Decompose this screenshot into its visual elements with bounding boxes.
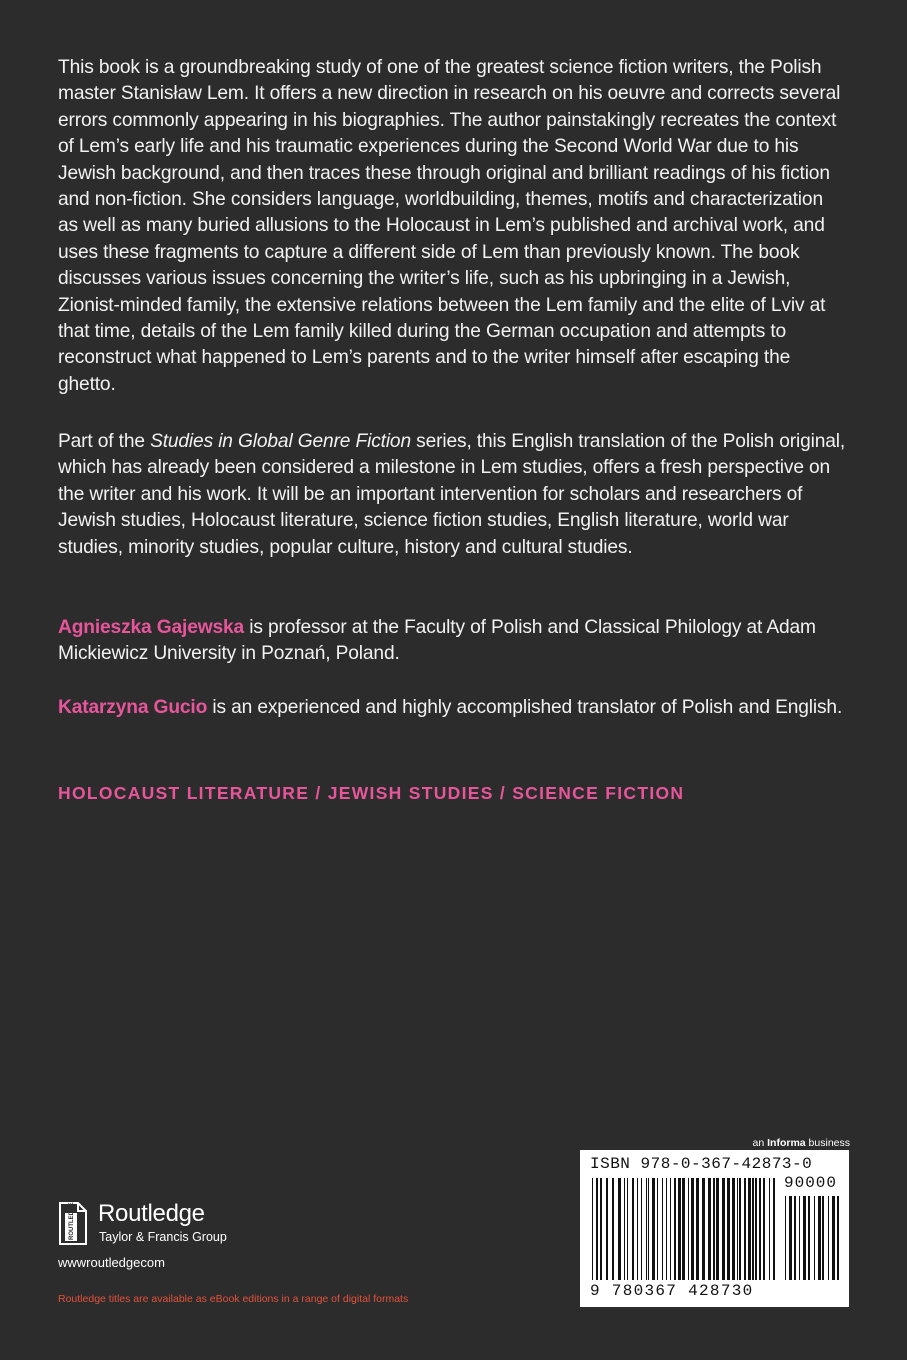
- blurb-paragraph-2-prefix: Part of the: [58, 431, 151, 452]
- barcode-bar: [670, 1178, 671, 1280]
- barcode-bar: [652, 1178, 655, 1280]
- barcode-bar: [648, 1178, 649, 1280]
- informa-name: Informa: [767, 1137, 806, 1149]
- author-bio: [58, 615, 858, 668]
- barcode-bar: [822, 1196, 824, 1280]
- barcode-bar: [744, 1178, 746, 1280]
- publisher-name: Routledge: [98, 1200, 205, 1227]
- blurb-paragraph-2: [58, 429, 848, 561]
- informa-suffix: business: [805, 1137, 850, 1149]
- barcode-panel: [580, 1150, 849, 1307]
- translator-bio-text: is an experienced and highly accomplished translator of Polish and English.: [207, 697, 843, 718]
- barcode-bar: [596, 1178, 598, 1280]
- translator-name: Katarzyna Gucio: [58, 697, 208, 718]
- barcode-bar: [763, 1178, 765, 1280]
- publisher-group: Taylor & Francis Group: [99, 1230, 227, 1244]
- ebook-note: Routledge titles are available as eBook editions in a range of digital formats: [58, 1293, 409, 1305]
- barcode-bar: [627, 1178, 628, 1280]
- barcode-bar: [732, 1178, 735, 1280]
- series-title: Studies in Global Genre Fiction: [150, 431, 411, 452]
- translator-bio: [58, 695, 858, 721]
- barcode-bar: [624, 1178, 625, 1280]
- barcode-bar: [666, 1178, 667, 1280]
- author-bio-text: is professor at the Faculty of Polish and Classical Philology at Adam Mickiewicz University in Poznań, Poland.: [58, 617, 816, 665]
- isbn-label: ISBN 978-0-367-42873-0: [590, 1155, 813, 1173]
- barcode-bar: [592, 1178, 593, 1280]
- barcode-bar: [814, 1196, 815, 1280]
- barcode-bar: [708, 1178, 711, 1280]
- blurb-paragraph-1: This book is a groundbreaking study of one of the greatest science fiction writers, the Polish master Stanisław Lem. It offers a new direction in research on his oeuvre and corrects several errors commonly appearing in his biographies. The author painstakingly recreates the context of Lem’s early life and his traumatic experiences during the Second World War due to his Jewish background, and then traces these through original and brilliant readings of his fiction and non-fiction. She considers language, worldbuilding, themes, motifs and characterization as well as many buried allusions to the Holocaust in Lem’s published and archival work, and uses these fragments to capture a different side of Lem than previously known. The book discusses various issues concerning the writer’s life, such as his upbringing in a Jewish, Zionist-minded family, the extensive relations between the Lem family and the elite of Lviv at that time, details of the Lem family killed during the German occupation and attempts to reconstruct what happened to Lem’s parents and to the writer himself after escaping the ghetto.: [58, 57, 841, 395]
- barcode-bar: [713, 1178, 715, 1280]
- barcode-bar: [641, 1178, 642, 1280]
- routledge-logo-icon: [58, 1200, 88, 1246]
- author-name: Agnieszka Gajewska: [58, 617, 245, 638]
- price-addon-code: 90000: [783, 1174, 837, 1192]
- barcode-bar: [752, 1178, 754, 1280]
- barcode-bar: [832, 1196, 835, 1280]
- barcode-bar: [682, 1178, 685, 1280]
- barcode-bar: [662, 1178, 663, 1280]
- barcode-bar: [803, 1196, 806, 1280]
- barcode-bar: [808, 1196, 810, 1280]
- barcode-bar: [748, 1178, 751, 1280]
- barcode-bar: [600, 1178, 602, 1280]
- barcode-bar: [606, 1178, 608, 1280]
- barcode-bar: [618, 1178, 621, 1280]
- barcode-bar: [632, 1178, 634, 1280]
- barcode-bar: [646, 1178, 647, 1280]
- barcode-bar: [691, 1178, 694, 1280]
- barcode-bar: [759, 1178, 761, 1280]
- barcode-bar: [789, 1196, 792, 1280]
- blurb-paragraph-2-suffix: series, this English translation of the Polish original, which has already been considered a milestone in Lem studies, offers a fresh perspective on the writer and his work. It will be an important intervention for scholars and researchers of Jewish studies, Holocaust literature, science fiction studies, English literature, world war studies, minority studies, popular culture, history and cultural studies.: [58, 431, 846, 558]
- barcode-bar: [696, 1178, 699, 1280]
- barcode-bar: [828, 1196, 829, 1280]
- barcode-bar: [722, 1178, 725, 1280]
- barcode-bar: [769, 1178, 770, 1280]
- barcode-bar: [688, 1178, 689, 1280]
- barcode-bar: [737, 1178, 738, 1280]
- publisher-website[interactable]: wwwroutledgecom: [58, 1255, 165, 1270]
- routledge-logo-wordmark: ROUTLEDGE: [69, 1202, 75, 1240]
- subject-categories: HOLOCAUST LITERATURE / JEWISH STUDIES / SCIENCE FICTION: [58, 783, 685, 803]
- barcode-bar: [794, 1196, 796, 1280]
- barcode-bar: [837, 1196, 839, 1280]
- barcode-bar: [702, 1178, 705, 1280]
- barcode-digits: 9 780367 428730: [590, 1282, 754, 1300]
- barcode-bar: [739, 1178, 741, 1280]
- barcode-bar: [773, 1178, 775, 1280]
- barcode-bar: [612, 1178, 614, 1280]
- barcode-bar: [657, 1178, 658, 1280]
- barcode-bar: [716, 1178, 719, 1280]
- barcode-bar: [818, 1196, 821, 1280]
- barcode-bar: [799, 1196, 800, 1280]
- informa-prefix: an: [752, 1137, 768, 1149]
- informa-business-tagline: [753, 1137, 850, 1149]
- barcode-bar: [678, 1178, 681, 1280]
- barcode-bar: [727, 1178, 730, 1280]
- barcode-bar: [785, 1196, 786, 1280]
- barcode-bar: [755, 1178, 757, 1280]
- barcode-bar: [637, 1178, 638, 1280]
- barcode-bar: [674, 1178, 676, 1280]
